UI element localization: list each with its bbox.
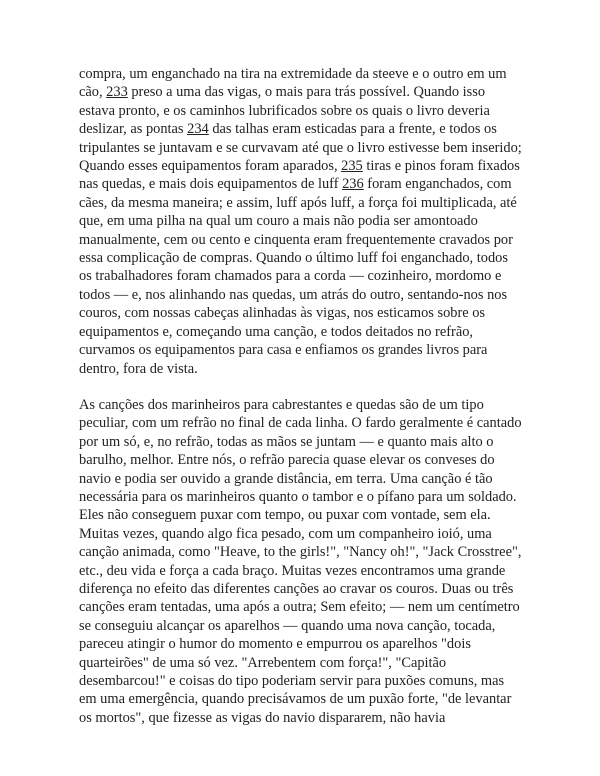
paragraph-1-text-5: foram enganchados, com cães, da mesma maneira; e assim, luff após luff, a força foi multiplicada, até que, em uma pilha na qual um couro a mais não podia ser amontoado manualmente, cem ou cento e cinquenta eram frequentemente cravados por essa complicação de compras. Quando o último luff foi enganchado, todos os trabalhadores foram chamados para a corda — cozinheiro, mordomo e todos — e, nos alinhando nas quedas, um atrás do outro, sentando-nos nos couros, com nossas cabeças alinhadas às vigas, nos esticamos sobre os equipamentos e, começando uma canção, e todos deitados no refrão, curvamos os equipamentos para casa e enfiamos os grandes livros para dentro, fora de vista. <box>79 176 517 377</box>
footnote-ref-234[interactable]: 234 <box>187 121 209 138</box>
paragraph-1-text-3: das talhas eram esticadas para a frente, e todos os tripulantes se juntavam e se curvavam até que o livro estivesse bem inserido; Quando esses equipamentos foram aparados, <box>79 121 522 175</box>
document-page <box>79 65 524 727</box>
paragraph-1-text-2: preso a uma das vigas, o mais para trás possível. Quando isso estava pronto, e os caminhos lubrificados sobre os quais o livro deveria deslizar, as pontas <box>79 84 490 138</box>
footnote-ref-235[interactable]: 235 <box>341 158 363 175</box>
paragraph-1-text-1: compra, um enganchado na tira na extremidade da steeve e o outro em um cão, <box>79 66 507 101</box>
paragraph-1-text-4: tiras e pinos foram fixados nas quedas, e mais dois equipamentos de luff <box>79 158 520 193</box>
paragraph-1 <box>79 65 524 378</box>
footnote-ref-236[interactable]: 236 <box>342 176 364 193</box>
footnote-ref-233[interactable]: 233 <box>106 84 128 101</box>
paragraph-2: As canções dos marinheiros para cabrestantes e quedas são de um tipo peculiar, com um refrão no final de cada linha. O fardo geralmente é cantado por um só, e, no refrão, todas as mãos se juntam — e quanto mais alto o barulho, melhor. Entre nós, o refrão parecia quase elevar os conveses do navio e podia ser ouvido a grande distância, em terra. Uma canção é tão necessária para os marinheiros quanto o tambor e o pífano para um soldado. Eles não conseguem puxar com tempo, ou puxar com vontade, sem ela. Muitas vezes, quando algo fica pesado, com um companheiro ioió, uma canção animada, como "Heave, to the girls!", "Nancy oh!", "Jack Crosstree", etc., deu vida e força a cada braço. Muitas vezes encontramos uma grande diferença no efeito das diferentes canções ao cravar os couros. Duas ou três canções eram tentadas, uma após a outra; Sem efeito; — nem um centímetro se conseguiu alcançar os aparelhos — quando uma nova canção, tocada, pareceu atingir o humor do momento e empurrou os aparelhos "dois quarteirões" de uma só vez. "Arrebentem com força!", "Capitão desembarcou!" e coisas do tipo poderiam servir para puxões comuns, mas em uma emergência, quando precisávamos de um puxão forte, "de levantar os mortos", que fizesse as vigas do navio dispararem, não havia <box>79 396 522 726</box>
